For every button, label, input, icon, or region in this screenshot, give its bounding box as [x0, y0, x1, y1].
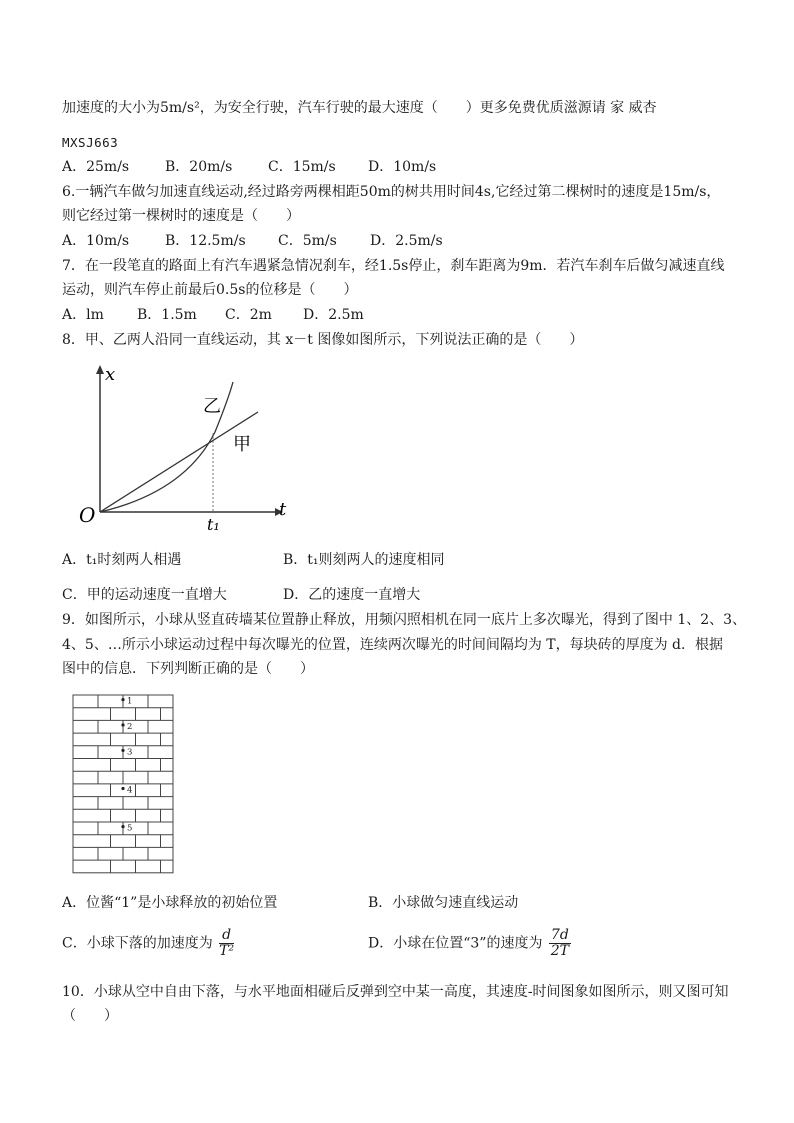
- q9-stem-line2: 4、5、…所示小球运动过程中每次曝光的位置，连续两次曝光的时间间隔均为 T，每块砖的厚度为 d．根据: [62, 637, 724, 653]
- q9-option-d-numerator: 7d: [550, 927, 569, 943]
- q7-option-d: D．2.5m: [303, 307, 364, 323]
- q9-option-d: [368, 928, 571, 959]
- q8-option-c: C．甲的运动速度一直增大: [62, 587, 227, 603]
- q9-option-b: B．小球做匀速直线运动: [368, 895, 519, 911]
- y-axis-arrow: [96, 365, 104, 374]
- q5-option-b: B．20m/s: [165, 159, 233, 175]
- q7-option-b: B．1.5m: [137, 307, 197, 323]
- q9-option-d-text: D．小球在位置“3”的速度为: [368, 935, 543, 952]
- q8-option-b: B．t₁则刻两人的速度相同: [283, 552, 445, 568]
- ball-dot-3: [121, 749, 124, 752]
- q10-stem-line2: （ ）: [62, 1008, 118, 1024]
- q7-stem-line2: 运动，则汽车停止前最后0.5s的位移是（ ）: [62, 282, 358, 298]
- q7-option-c: C．2m: [225, 307, 272, 323]
- ball-dot-2: [121, 723, 124, 726]
- q7-stem-line1: 7．在一段笔直的路面上有汽车遇紧急情况刹车，经1.5s停止，刹车距离为9m．若汽车刹车后做匀减速直线: [62, 258, 725, 274]
- origin-label: O: [79, 503, 96, 527]
- yi-label: 乙: [203, 396, 221, 417]
- q6-stem-line2: 则它经过第一棵树时的速度是（ ）: [62, 208, 300, 224]
- ball-label-5: 5: [127, 823, 133, 834]
- q9-option-d-denominator: 2T: [550, 943, 569, 959]
- q6-stem-line1: 6.一辆汽车做匀加速直线运动,经过路旁两棵相距50m的树共用时间4s,它经过第二棵树时的速度是15m/s，: [62, 184, 721, 200]
- q5-option-d: D．10m/s: [368, 159, 437, 175]
- q9-stem-line1: 9．如图所示，小球从竖直砖墙某位置静止释放，用频闪照相机在同一底片上多次曝光，得到了图中 1、2、3、: [62, 612, 747, 628]
- q9-option-c: [62, 928, 234, 959]
- ball-dot-1: [121, 698, 124, 701]
- q9-brick-wall: [72, 694, 174, 876]
- q8-xt-graph: [75, 360, 295, 535]
- q8-option-d: D．乙的速度一直增大: [283, 587, 421, 603]
- q9-option-c-denominator: T²: [219, 943, 235, 959]
- t1-tick-label: t₁: [207, 515, 220, 534]
- q10-stem-line1: 10．小球从空中自由下落，与水平地面相碰后反弹到空中某一高度，其速度-时间图象如图所示，则又图可知: [62, 984, 729, 1000]
- q9-option-c-text: C．小球下落的加速度为: [62, 935, 213, 952]
- q5-stem-line2: MXSJ663: [62, 135, 119, 150]
- q8-stem: 8．甲、乙两人沿同一直线运动，其 x－t 图像如图所示，下列说法正确的是（ ）: [62, 332, 584, 348]
- q6-option-b: B．12.5m/s: [165, 233, 246, 249]
- x-axis-label: t: [279, 499, 287, 520]
- q5-stem-line1: 加速度的大小为5m/s²，为安全行驶，汽车行驶的最大速度（ ）更多免费优质滋源请 家 威杏: [62, 100, 657, 116]
- q9-stem-line3: 图中的信息．下列判断正确的是（ ）: [62, 661, 314, 677]
- ball-dot-4: [121, 787, 124, 790]
- jia-line: [100, 412, 258, 512]
- y-axis-label: x: [105, 364, 116, 385]
- q9-option-d-fraction: [549, 928, 571, 959]
- q6-option-d: D．2.5m/s: [370, 233, 443, 249]
- q9-option-c-fraction: [219, 928, 234, 959]
- jia-label: 甲: [233, 434, 251, 455]
- q6-option-c: C．5m/s: [278, 233, 337, 249]
- ball-label-1: 1: [127, 696, 133, 707]
- q5-option-a: A．25m/s: [62, 159, 130, 175]
- q9-option-a: A．位酱“1”是小球释放的初始位置: [62, 895, 278, 911]
- ball-label-3: 3: [127, 747, 133, 758]
- q6-option-a: A．10m/s: [62, 233, 130, 249]
- q5-option-c: C．15m/s: [268, 159, 336, 175]
- q8-option-a: A．t₁时刻两人相遇: [62, 552, 182, 568]
- q9-option-c-numerator: d: [219, 928, 234, 944]
- ball-label-4: 4: [127, 785, 133, 796]
- ball-dot-5: [121, 825, 124, 828]
- q7-option-a: A．lm: [62, 307, 104, 323]
- ball-label-2: 2: [127, 722, 133, 733]
